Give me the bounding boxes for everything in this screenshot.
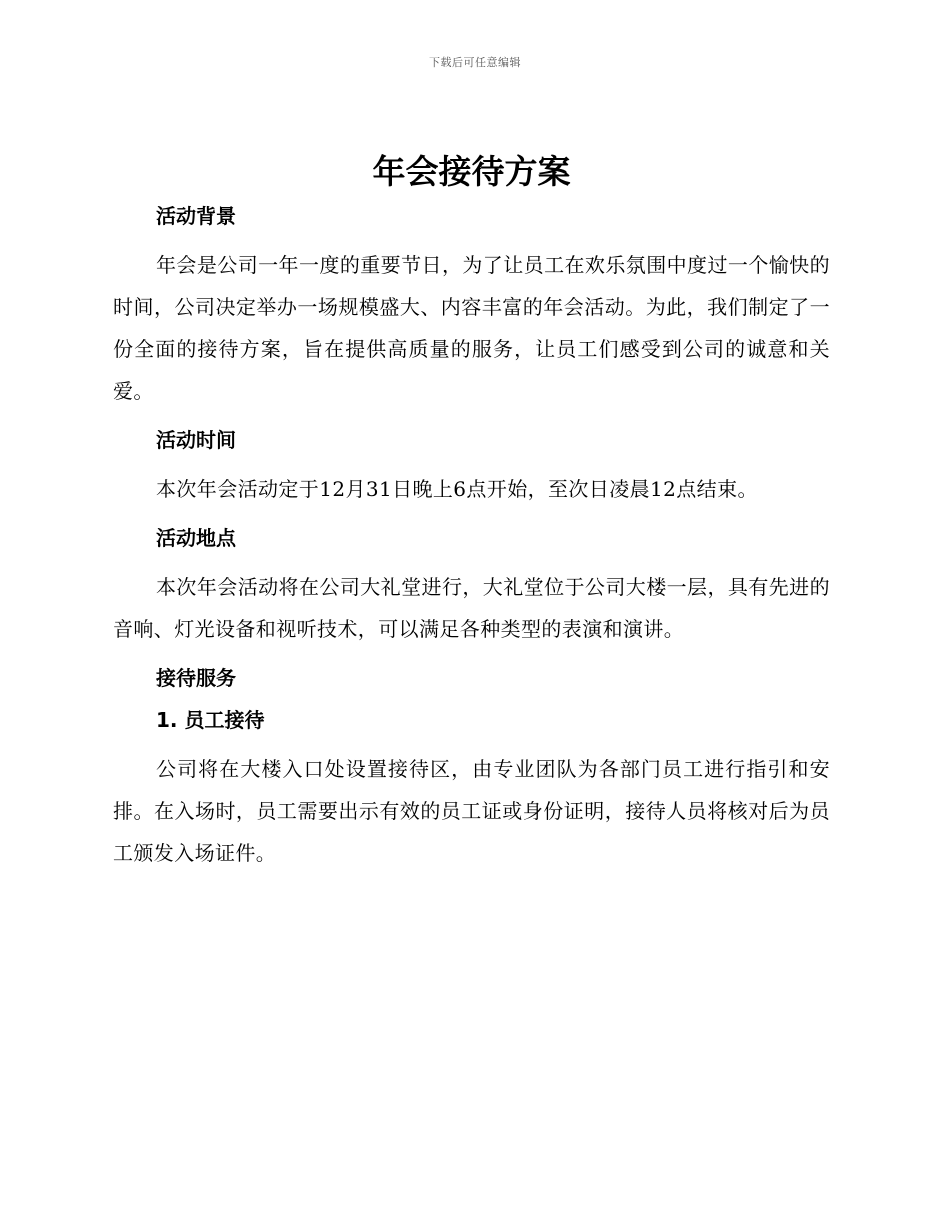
section-heading-location: 活动地点: [156, 526, 236, 550]
section-heading-background: 活动背景: [156, 204, 236, 228]
paragraph-background: 年会是公司一年一度的重要节日，为了让员工在欢乐氛围中度过一个愉快的时间，公司决定举办一场规模盛大、内容丰富的年会活动。为此，我们制定了一份全面的接待方案，旨在提供高质量的服务，让员工们感受到公司的诚意和关爱。: [113, 253, 830, 403]
subsection-heading-staff-reception: 1. 员工接待: [156, 708, 265, 732]
paragraph-time: 本次年会活动定于12月31日晚上6点开始，至次日凌晨12点结束。: [156, 477, 758, 501]
document-body: [113, 150, 830, 874]
page-header-note: 下载后可任意编辑: [429, 56, 521, 69]
document-title: 年会接待方案: [372, 152, 571, 191]
section-heading-reception: 接待服务: [156, 666, 236, 690]
paragraph-location: 本次年会活动将在公司大礼堂进行，大礼堂位于公司大楼一层，具有先进的音响、灯光设备和视听技术，可以满足各种类型的表演和演讲。: [113, 575, 830, 641]
section-heading-time: 活动时间: [156, 428, 236, 452]
paragraph-staff-reception: 公司将在大楼入口处设置接待区，由专业团队为各部门员工进行指引和安排。在入场时，员工需要出示有效的员工证或身份证明，接待人员将核对后为员工颁发入场证件。: [113, 757, 830, 865]
